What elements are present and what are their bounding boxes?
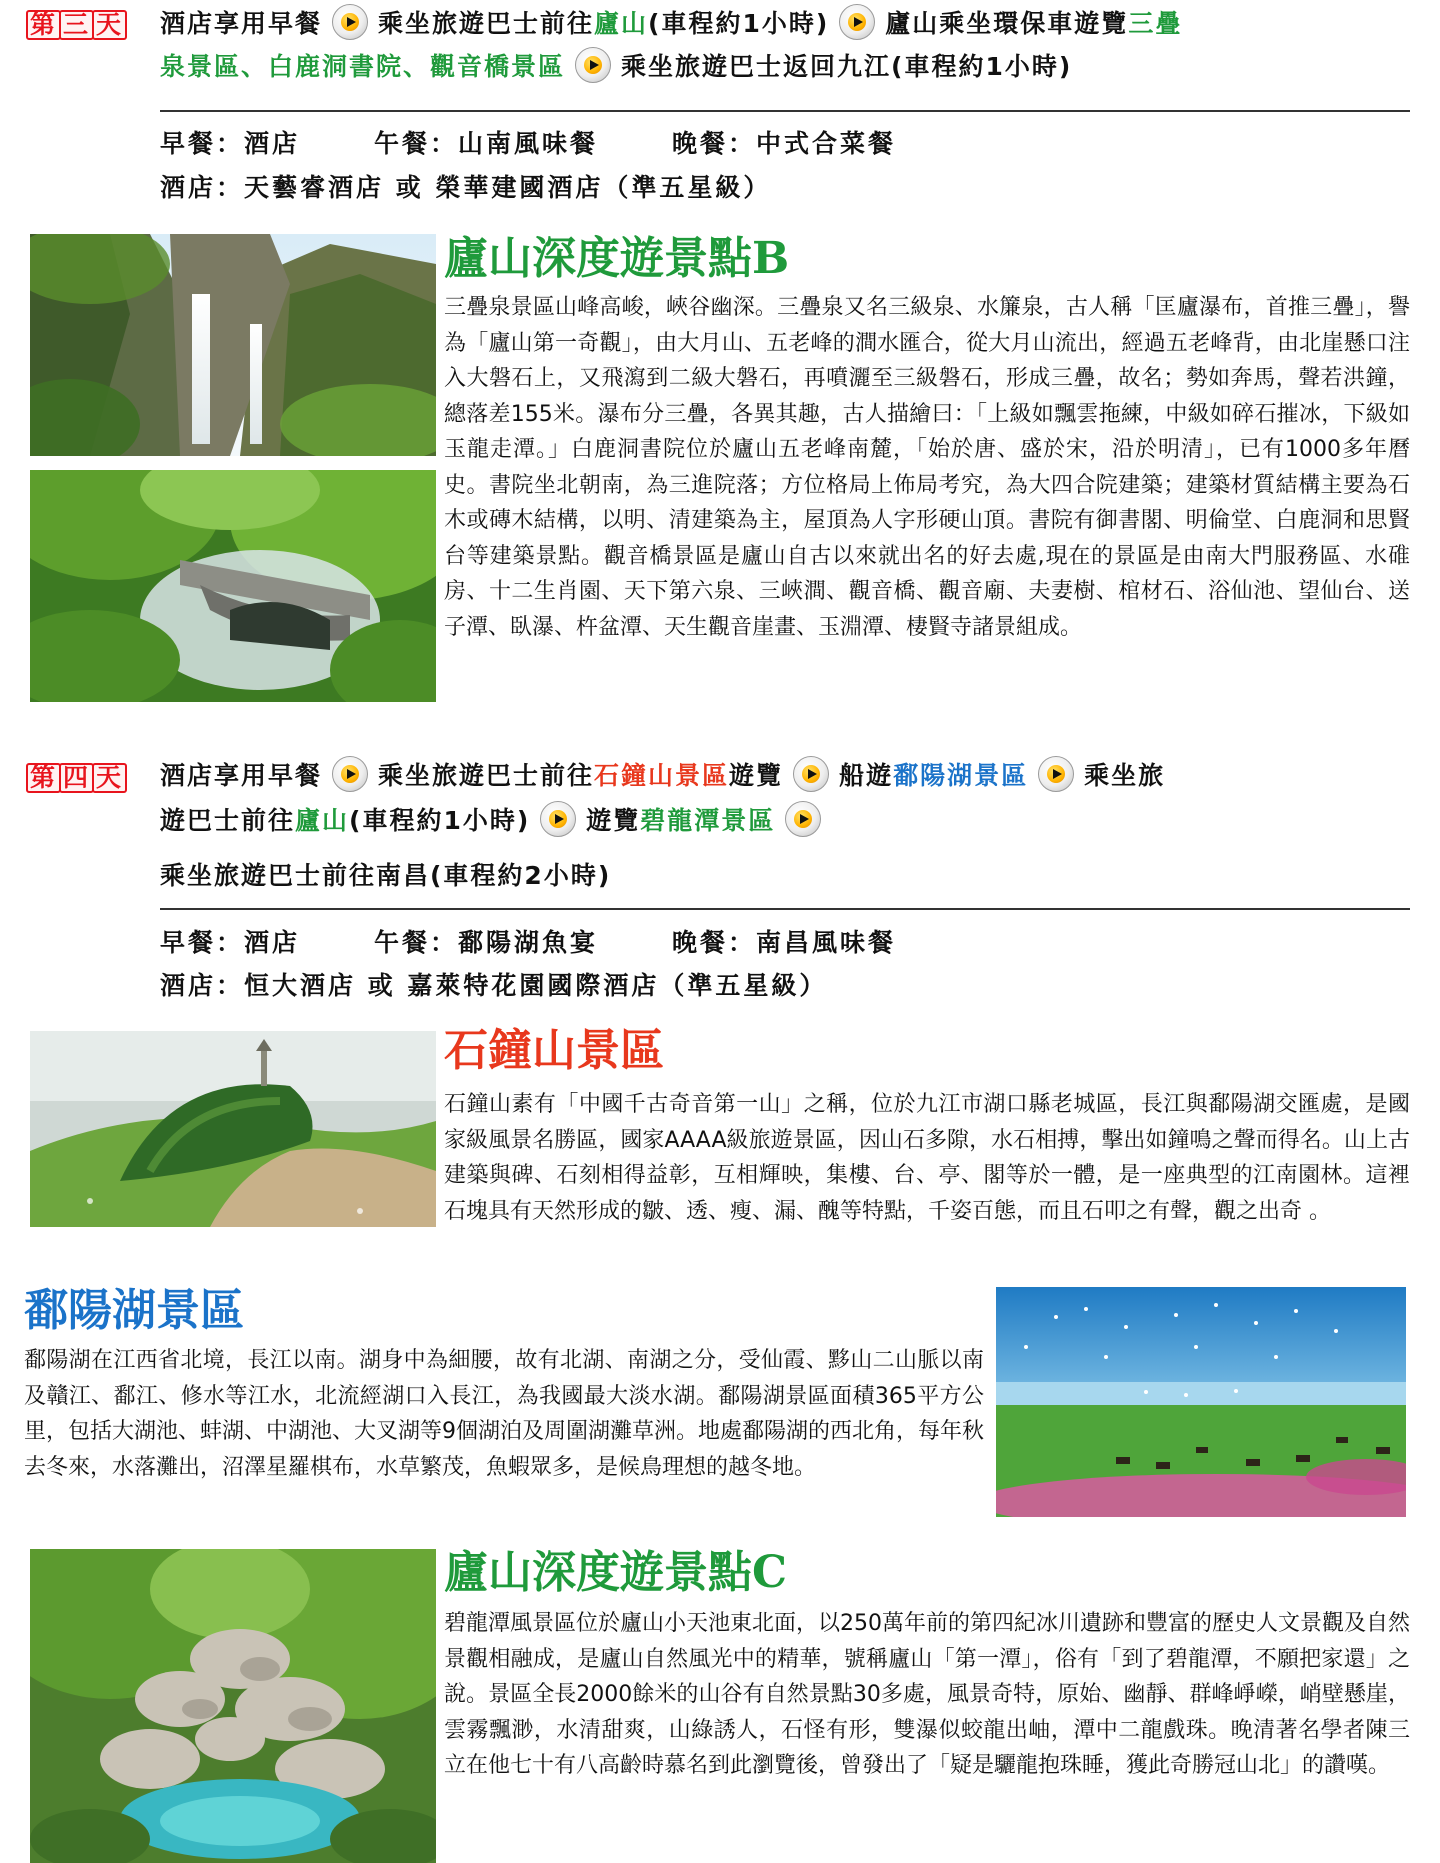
day4-itinerary-line2: 遊巴士前往廬山(車程約1小時) 遊覽碧龍潭景區 — [160, 797, 831, 845]
bridge-photo — [30, 470, 436, 702]
day4-itinerary-line3: 乘坐旅遊巴士前往南昌(車程約2小時) — [160, 861, 612, 890]
bilongtan-photo — [30, 1549, 436, 1863]
shizhongshan-body: 石鐘山素有「中國千古奇音第一山」之稱，位於九江市湖口縣老城區，長江與鄱陽湖交匯處，是國家級風景名勝區，國家AAAA級旅遊景區，因山石多隙，水石相搏，擊出如鐘鳴之聲而得名。山上古建築與碑、石刻相得益彰，互相輝映，集樓、台、亭、閣等於一體，是一座典型的江南園林。這裡石塊具有天然形成的皺、透、瘦、漏、醜等特點，千姿百態，而且石叩之有聲，觀之出奇 。 — [444, 1092, 1410, 1224]
arrow-right-circle-icon — [1038, 756, 1074, 792]
day4-divider — [160, 908, 1410, 910]
poyang-title: 鄱陽湖景區 — [24, 1285, 244, 1336]
day4-hotel: 酒店：恒大酒店 或 嘉萊特花園國際酒店（準五星級） — [160, 971, 828, 1000]
day3-itinerary-line1: 酒店享用早餐 乘坐旅遊巴士前往廬山(車程約1小時) 廬山乘坐環保車遊覽三疊 — [160, 0, 1182, 48]
waterfall-photo — [30, 234, 436, 456]
arrow-right-circle-icon — [540, 801, 576, 837]
section-b-body: 三疊泉景區山峰高峻，峽谷幽深。三疊泉又名三級泉、水簾泉，古人稱「匡廬瀑布，首推三疊」，譽為「廬山第一奇觀」，由大月山、五老峰的澗水匯合，從大月山流出，經過五老峰背，由北崖懸口注入大磐石上，又飛瀉到二級大磐石，再噴灑至三級磐石，形成三疊，故名；勢如奔馬，聲若洪鐘，總落差155米。瀑布分三疊，各異其趣，古人描繪曰：「上級如飄雲拖練，中級如碎石摧冰，下級如玉龍走潭。」白鹿洞書院位於廬山五老峰南麓，「始於唐、盛於宋，沿於明清」，已有1000多年曆史。書院坐北朝南，為三進院落；方位格局上佈局考究，為大四合院建築；建築材質結構主要為石木或磚木結構，以明、清建築為主，屋頂為人字形硬山頂。書院有御書閣、明倫堂、白鹿洞和思賢台等建築景點。觀音橋景區是廬山自古以來就出名的好去處,現在的景區是由南大門服務區、水碓房、十二生肖園、天下第六泉、三峽澗、觀音橋、觀音廟、夫妻樹、棺材石、浴仙池、望仙台、送子潭、臥瀑、杵盆潭、天生觀音崖畫、玉淵潭、棲賢寺諸景組成。 — [444, 295, 1410, 640]
day3-meals: 早餐：酒店 午餐：山南風味餐 晚餐：中式合菜餐 — [160, 129, 897, 158]
day4-meals: 早餐：酒店 午餐：鄱陽湖魚宴 晚餐：南昌風味餐 — [160, 928, 897, 957]
day3-divider — [160, 110, 1410, 112]
day4-badge: 第 四 天 — [26, 763, 125, 793]
day3-badge: 第 三 天 — [26, 10, 125, 40]
shizhongshan-title: 石鐘山景區 — [444, 1025, 664, 1076]
section-b-title: 廬山深度遊景點B — [444, 233, 790, 284]
arrow-right-circle-icon — [793, 756, 829, 792]
poyang-body: 鄱陽湖在江西省北境，長江以南。湖身中為細腰，故有北湖、南湖之分，受仙霞、黟山二山脈以南及贛江、鄱江、修水等江水，北流經湖口入長江，為我國最大淡水湖。鄱陽湖景區面積365平方公里，包括大湖池、蚌湖、中湖池、大叉湖等9個湖泊及周圍湖灘草洲。地處鄱陽湖的西北角，每年秋去冬來，水落灘出，沼澤星羅棋布，水草繁茂，魚蝦眾多，是候鳥理想的越冬地。 — [24, 1348, 985, 1480]
day3-hotel: 酒店：天藝睿酒店 或 榮華建國酒店（準五星級） — [160, 173, 772, 202]
arrow-right-circle-icon — [575, 47, 611, 83]
section-c-title: 廬山深度遊景點C — [444, 1547, 788, 1598]
arrow-right-circle-icon — [332, 4, 368, 40]
day4-itinerary-line1: 酒店享用早餐 乘坐旅遊巴士前往石鐘山景區遊覽 船遊鄱陽湖景區 乘坐旅 — [160, 752, 1165, 800]
poyang-lake-photo — [996, 1287, 1406, 1517]
arrow-right-circle-icon — [785, 801, 821, 837]
shizhongshan-photo — [30, 1031, 436, 1227]
arrow-right-circle-icon — [332, 756, 368, 792]
section-c-body: 碧龍潭風景區位於廬山小天池東北面，以250萬年前的第四紀冰川遺跡和豐富的歷史人文景觀及自然景觀相融成，是廬山自然風光中的精華，號稱廬山「第一潭」，俗有「到了碧龍潭，不願把家還」之說。景區全長2000餘米的山谷有自然景點30多處，風景奇特，原始、幽靜、群峰崢嶸，峭壁懸崖，雲霧飄渺，水清甜爽，山綠誘人，石怪有形，雙瀑似蛟龍出岫，潭中二龍戲珠。晚清著名學者陳三立在他七十有八高齡時慕名到此瀏覽後，曾發出了「疑是驪龍抱珠睡，獲此奇勝冠山北」的讚嘆。 — [444, 1611, 1410, 1778]
arrow-right-circle-icon — [839, 4, 875, 40]
day3-itinerary-line2: 泉景區、白鹿洞書院、觀音橋景區 乘坐旅遊巴士返回九江(車程約1小時) — [160, 43, 1072, 91]
